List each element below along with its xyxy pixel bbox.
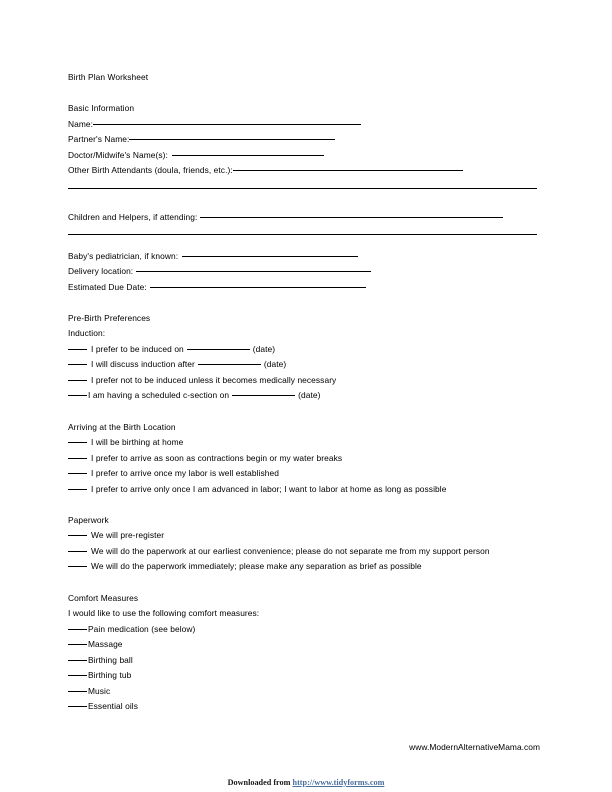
option-label: Pain medication (see below) — [88, 623, 196, 634]
option-label: I prefer to arrive only once I am advanced in labor; I want to labor at home as long as possible — [91, 483, 447, 494]
tidyforms-link[interactable]: http://www.tidyforms.com — [292, 778, 385, 787]
option-label: Massage — [88, 639, 123, 650]
checkbox-row-paperwork-earliest-convenience[interactable] — [68, 544, 538, 560]
field-children-helpers — [68, 210, 540, 226]
checkbox-row-not-induced[interactable] — [68, 373, 540, 389]
date-input-line[interactable] — [232, 395, 295, 396]
checkbox-row-pre-register[interactable] — [68, 528, 540, 544]
download-footer-prefix: Downloaded from — [227, 778, 293, 787]
checkbox-row-birthing-ball[interactable] — [68, 653, 540, 669]
section-heading-basic-information: Basic Information — [68, 103, 135, 114]
checkbox-row-induced-on[interactable] — [68, 342, 540, 358]
checkbox-row-massage[interactable] — [68, 637, 540, 653]
download-footer — [0, 778, 612, 787]
section-heading-pre-birth-preferences: Pre-Birth Preferences — [68, 312, 151, 323]
checkbox-blank[interactable] — [68, 364, 87, 365]
section-heading-arriving: Arriving at the Birth Location — [68, 421, 176, 432]
checkbox-row-scheduled-c-section[interactable] — [68, 388, 540, 404]
field-baby-pediatrician — [68, 249, 540, 265]
field-other-birth-attendants-label: Other Birth Attendants (doula, friends, etc.): — [68, 165, 233, 176]
option-label: We will pre-register — [91, 530, 165, 541]
checkbox-blank[interactable] — [68, 660, 87, 661]
spacer — [68, 497, 540, 513]
field-other-birth-attendants-input-line[interactable] — [233, 170, 463, 171]
option-label: Music — [88, 685, 111, 696]
checkbox-blank[interactable] — [68, 380, 87, 381]
checkbox-blank[interactable] — [68, 458, 87, 459]
option-label: Birthing tub — [88, 670, 132, 681]
field-doctor-midwife-label: Doctor/Midwife's Name(s): — [68, 149, 168, 160]
spacer — [68, 194, 540, 210]
checkbox-row-pain-medication[interactable] — [68, 622, 540, 638]
field-baby-pediatrician-label: Baby's pediatrician, if known: — [68, 250, 179, 261]
checkbox-row-arrive-contractions[interactable] — [68, 451, 540, 467]
option-label: I prefer to arrive as soon as contractions begin or my water breaks — [91, 452, 343, 463]
spacer — [68, 86, 540, 102]
checkbox-row-essential-oils[interactable] — [68, 699, 540, 715]
checkbox-blank[interactable] — [68, 395, 87, 396]
field-estimated-due-date — [68, 280, 540, 296]
checkbox-blank[interactable] — [68, 566, 87, 567]
field-partner-name-label: Partner's Name: — [68, 134, 130, 145]
field-children-helpers-input-line[interactable] — [200, 217, 503, 218]
field-delivery-location-label: Delivery location: — [68, 266, 134, 277]
field-estimated-due-date-label: Estimated Due Date: — [68, 281, 147, 292]
spacer — [68, 575, 540, 591]
field-other-birth-attendants — [68, 163, 540, 179]
checkbox-blank[interactable] — [68, 551, 87, 552]
comfort-measures-intro: I would like to use the following comfort measures: — [68, 608, 260, 619]
option-label: We will do the paperwork at our earliest convenience; please do not separate me from my support person — [91, 545, 490, 556]
checkbox-blank[interactable] — [68, 535, 87, 536]
field-name-input-line[interactable] — [93, 124, 361, 125]
checkbox-blank[interactable] — [68, 349, 87, 350]
date-input-line[interactable] — [198, 364, 261, 365]
field-delivery-location-input-line[interactable] — [136, 271, 371, 272]
option-label: I will be birthing at home — [91, 437, 184, 448]
field-doctor-midwife-name — [68, 148, 540, 164]
field-delivery-location — [68, 264, 540, 280]
section-heading-paperwork: Paperwork — [68, 514, 109, 525]
page-title: Birth Plan Worksheet — [68, 72, 149, 82]
option-suffix: (date) — [263, 359, 287, 370]
site-footer-url: www.ModernAlternativeMama.com — [409, 742, 540, 752]
checkbox-row-music[interactable] — [68, 684, 540, 700]
checkbox-blank[interactable] — [68, 706, 87, 707]
checkbox-blank[interactable] — [68, 691, 87, 692]
spacer — [68, 295, 540, 311]
checkbox-blank[interactable] — [68, 675, 87, 676]
section-heading-comfort-measures: Comfort Measures — [68, 592, 139, 603]
subheading-induction: Induction: — [68, 328, 106, 339]
checkbox-row-birthing-tub[interactable] — [68, 668, 540, 684]
field-partner-name-input-line[interactable] — [129, 139, 335, 140]
field-children-helpers-continuation[interactable] — [68, 225, 540, 241]
checkbox-row-paperwork-immediately[interactable] — [68, 559, 540, 575]
field-name — [68, 117, 540, 133]
field-partner-name — [68, 132, 540, 148]
option-label: I will discuss induction after — [91, 359, 195, 370]
option-suffix: (date) — [298, 390, 321, 401]
continuation-rule[interactable] — [68, 234, 537, 235]
checkbox-blank[interactable] — [68, 442, 87, 443]
continuation-rule[interactable] — [68, 188, 537, 189]
checkbox-blank[interactable] — [68, 489, 87, 490]
option-label: I am having a scheduled c-section on — [88, 390, 230, 401]
document-body — [68, 70, 540, 715]
option-label: I prefer not to be induced unless it becomes medically necessary — [91, 374, 337, 385]
checkbox-blank[interactable] — [68, 644, 87, 645]
spacer — [68, 404, 540, 420]
option-suffix: (date) — [252, 343, 276, 354]
checkbox-row-discuss-induction[interactable] — [68, 357, 540, 373]
option-label: I prefer to arrive once my labor is well established — [91, 468, 280, 479]
checkbox-row-arrive-labor-established[interactable] — [68, 466, 540, 482]
checkbox-blank[interactable] — [68, 629, 87, 630]
checkbox-row-birthing-at-home[interactable] — [68, 435, 540, 451]
field-baby-pediatrician-input-line[interactable] — [182, 256, 358, 257]
date-input-line[interactable] — [187, 349, 250, 350]
option-label: Essential oils — [88, 701, 138, 712]
option-label: I prefer to be induced on — [91, 343, 184, 354]
field-other-birth-attendants-continuation[interactable] — [68, 179, 540, 195]
field-doctor-midwife-input-line[interactable] — [172, 155, 324, 156]
option-label: Birthing ball — [88, 654, 133, 665]
field-name-label: Name: — [68, 118, 94, 129]
spacer — [68, 241, 540, 249]
site-footer — [0, 742, 612, 752]
field-estimated-due-date-input-line[interactable] — [150, 287, 366, 288]
field-children-helpers-label: Children and Helpers, if attending: — [68, 211, 198, 222]
option-label: We will do the paperwork immediately; please make any separation as brief as possible — [91, 561, 422, 572]
checkbox-blank[interactable] — [68, 473, 87, 474]
checkbox-row-arrive-advanced-labor[interactable] — [68, 482, 540, 498]
